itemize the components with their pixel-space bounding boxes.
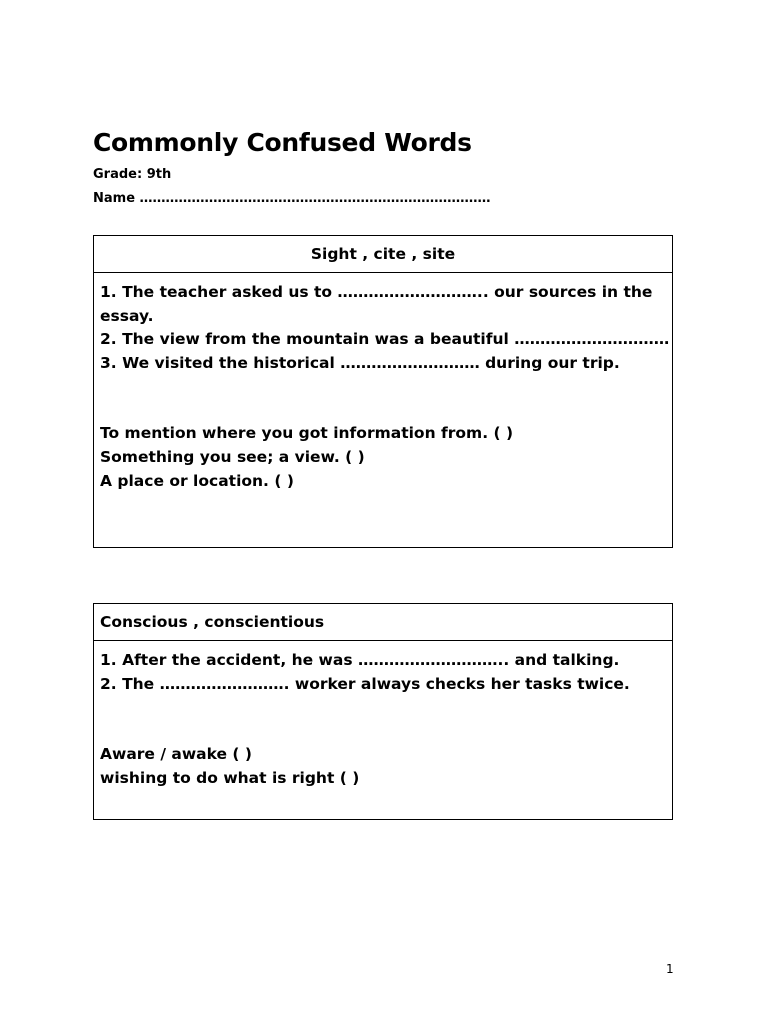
- definition-1: To mention where you got information from. ( ): [100, 424, 514, 443]
- name-field: Name ………………………………………………………………………: [93, 191, 491, 206]
- sentence-2: 2. The view from the mountain was a beautiful …………………………: [100, 330, 670, 349]
- sentence-2: 2. The ……………………. worker always checks her tasks twice.: [100, 674, 630, 693]
- exercise-box-conscious-conscientious: [93, 603, 673, 820]
- definition-1: Aware / awake ( ): [100, 745, 252, 764]
- sentence-3: 3. We visited the historical ……………………… during our trip.: [100, 353, 620, 372]
- exercise-body: [94, 273, 672, 493]
- sentence-1: 1. The teacher asked us to ……………………….. our sources in the essay.: [100, 283, 653, 325]
- page-number: 1: [666, 962, 674, 976]
- page-title: Commonly Confused Words: [93, 128, 472, 157]
- exercise-box-sight-cite-site: [93, 235, 673, 548]
- definition-2: Something you see; a view. ( ): [100, 447, 365, 466]
- exercise-header: Sight , cite , site: [94, 236, 672, 273]
- grade-label: Grade: 9th: [93, 167, 172, 182]
- definition-2: wishing to do what is right ( ): [100, 768, 360, 787]
- sentence-1: 1. After the accident, he was ……………………….. and talking.: [100, 651, 620, 669]
- exercise-header: Conscious , conscientious: [94, 604, 672, 641]
- definition-3: A place or location. ( ): [100, 471, 294, 490]
- exercise-body: [94, 641, 672, 790]
